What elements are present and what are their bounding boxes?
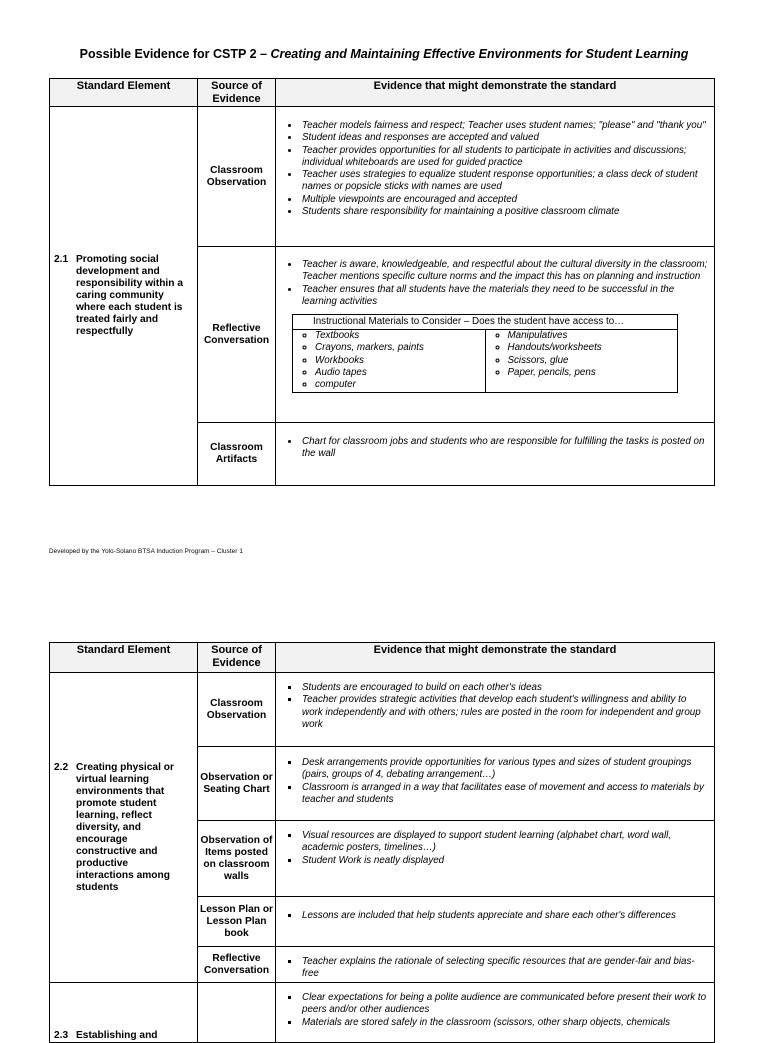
evidence-cell (276, 821, 715, 897)
page-title: Possible Evidence for CSTP 2 – Creating and Maintaining Effective Environments for Student Learning (79, 47, 689, 61)
list-item: ◦ Handouts/worksheets (508, 342, 678, 354)
evidence-cell (276, 947, 715, 983)
list-item: ◦ Workbooks (315, 355, 485, 367)
source-classroom-observation: Classroom Observation (198, 673, 276, 747)
list-item: ▪ Teacher explains the rationale of selecting specific resources that are gender-fair and bias-free (300, 956, 708, 981)
source-reflective-conversation: Reflective Conversation (198, 947, 276, 983)
evidence-list (276, 830, 714, 867)
table-row (50, 107, 715, 247)
source-observation-wall-items: Observation of Items posted on classroom walls (198, 821, 276, 897)
list-item: • Teacher is aware, knowledgeable, and respectful about the cultural diversity in the classroom; Teacher mentions specific culture norms and the impact this has on planning and instruction (300, 259, 708, 284)
evidence-list (276, 910, 714, 922)
materials-left-column (293, 330, 485, 391)
evidence-cell (276, 423, 715, 486)
evidence-list (276, 259, 714, 308)
list-item: ◦ Scissors, glue (508, 355, 678, 367)
evidence-cell (276, 107, 715, 247)
evidence-table-1 (49, 78, 715, 486)
materials-right-column (485, 330, 678, 391)
evidence-table-2 (49, 642, 715, 1043)
source-reflective-conversation: Reflective Conversation (198, 247, 276, 423)
evidence-cell (276, 247, 715, 423)
list-item: • Students share responsibility for maintaining a positive classroom climate (300, 206, 708, 218)
list-item: ▪ Classroom is arranged in a way that facilitates ease of movement and access to materials by teacher and students (300, 782, 708, 807)
header-standard-element: Standard Element (50, 79, 198, 107)
list-item: ◦ Crayons, markers, paints (315, 342, 485, 354)
list-item: ▪ Students are encouraged to build on each other's ideas (300, 682, 708, 694)
evidence-list (276, 992, 714, 1029)
evidence-list (276, 682, 714, 731)
list-item: ◦ Manipulatives (508, 330, 678, 342)
list-item: ▪ Clear expectations for being a polite audience are communicated before present their work to peers and/or other audiences (300, 992, 708, 1017)
list-item: • Chart for classroom jobs and students who are responsible for fulfilling the tasks is posted on the wall (300, 436, 708, 461)
list-item: ◦ Paper, pencils, pens (508, 367, 678, 379)
header-source: Source of Evidence (198, 643, 276, 673)
table-row (50, 673, 715, 747)
evidence-list (276, 757, 714, 806)
list-item: • Student ideas and responses are accepted and valued (300, 132, 708, 144)
evidence-list (276, 436, 714, 461)
standard-element-2-3: 2.3 Establishing and (50, 983, 198, 1043)
list-item: ◦ Audio tapes (315, 367, 485, 379)
list-item: • Teacher provides opportunities for all students to participate in activities and discussions; individual whiteboards are used for guided practice (300, 145, 708, 170)
evidence-cell (276, 747, 715, 821)
list-item: • Teacher models fairness and respect; Teacher uses student names; "please" and "thank you" (300, 120, 708, 132)
standard-element-2-2: 2.2 Creating physical or virtual learning environments that promote student learning, reflect diversity, and encourage constructive and productive interactions among students (50, 673, 198, 983)
footer-note: Developed by the Yolo-Solano BTSA Induction Program – Cluster 1 (49, 548, 243, 555)
instructional-materials-box (292, 314, 678, 392)
evidence-cell (276, 983, 715, 1043)
header-standard-element: Standard Element (50, 643, 198, 673)
list-item: ◦ computer (315, 379, 485, 391)
list-item: ▪ Teacher provides strategic activities that develop each student's willingness and ability to work independently and with others; rules are posted in the room for independent and group work (300, 694, 708, 731)
header-evidence: Evidence that might demonstrate the standard (276, 79, 715, 107)
standard-element-2-1: 2.1 Promoting social development and responsibility within a caring community where each student is treated fairly and respectfully (50, 107, 198, 486)
list-item: ▪ Student Work is neatly displayed (300, 855, 708, 867)
evidence-list (276, 120, 714, 218)
source-empty (198, 983, 276, 1043)
source-observation-seating-chart: Observation or Seating Chart (198, 747, 276, 821)
source-classroom-observation: Classroom Observation (198, 107, 276, 247)
header-source: Source of Evidence (198, 79, 276, 107)
evidence-list (276, 956, 714, 981)
list-item: • Teacher ensures that all students have the materials they need to be successful in the learning activities (300, 284, 708, 309)
list-item: ▪ Visual resources are displayed to support student learning (alphabet chart, word wall, academic posters, timelines…) (300, 830, 708, 855)
evidence-cell (276, 897, 715, 947)
evidence-cell (276, 673, 715, 747)
materials-header: Instructional Materials to Consider – Does the student have access to… (293, 315, 677, 330)
table-row (50, 983, 715, 1043)
table-header-row (50, 79, 715, 107)
list-item: ▪ Materials are stored safely in the classroom (scissors, other sharp objects, chemicals (300, 1017, 708, 1029)
list-item: ◦ Textbooks (315, 330, 485, 342)
table-header-row (50, 643, 715, 673)
list-item: • Teacher uses strategies to equalize student response opportunities; a class deck of student names or popsicle sticks with names are used (300, 169, 708, 194)
header-evidence: Evidence that might demonstrate the standard (276, 643, 715, 673)
list-item: • Multiple viewpoints are encouraged and accepted (300, 194, 708, 206)
source-lesson-plan: Lesson Plan or Lesson Plan book (198, 897, 276, 947)
list-item: ▪ Lessons are included that help students appreciate and share each other's differences (300, 910, 708, 922)
source-classroom-artifacts: Classroom Artifacts (198, 423, 276, 486)
list-item: ▪ Desk arrangements provide opportunities for various types and sizes of student groupings (pairs, groups of 4, debating arrangement…) (300, 757, 708, 782)
